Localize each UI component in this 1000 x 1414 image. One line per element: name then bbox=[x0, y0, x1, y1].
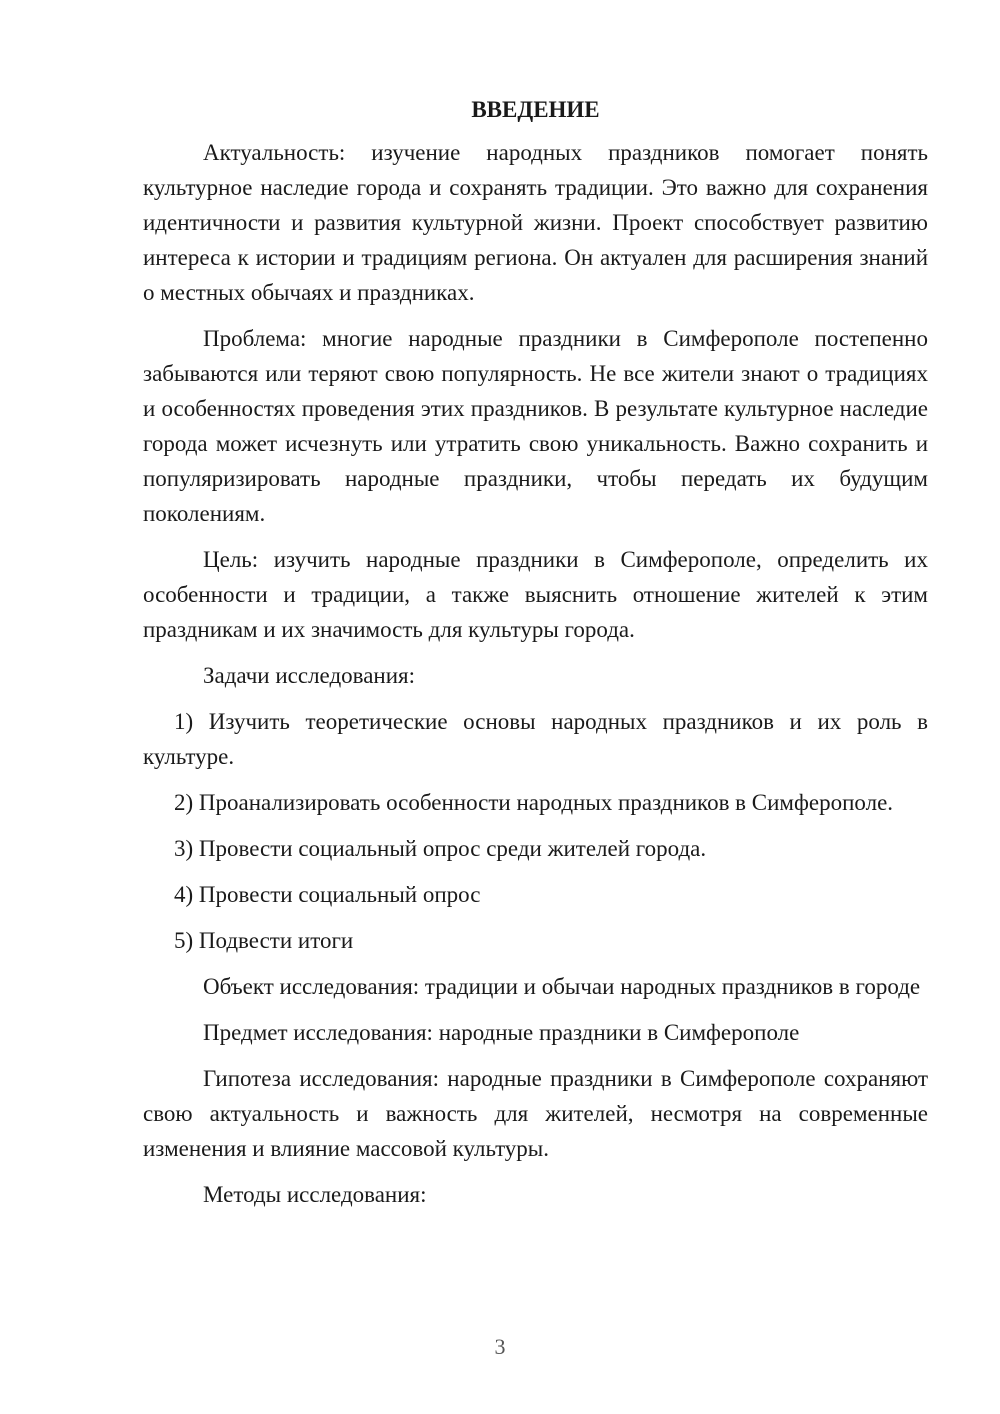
page-body bbox=[143, 92, 928, 1223]
page-title: ВВЕДЕНИЕ bbox=[471, 97, 600, 122]
relevance-paragraph: Актуальность: изучение народных праздников помогает понять культурное наследие города и сохранять традиции. Это важно для сохранения идентичности и развития культурной жизни. Проект способствует развитию интереса к истории и традициям региона. Он актуален для расширения знаний о местных обычаях и праздниках. bbox=[143, 140, 928, 305]
object-paragraph: Объект исследования: традиции и обычаи народных праздников в городе bbox=[203, 974, 921, 999]
task-item-1: 1) Изучить теоретические основы народных праздников и их роль в культуре. bbox=[143, 709, 928, 769]
subject-paragraph: Предмет исследования: народные праздники в Симферополе bbox=[203, 1020, 800, 1045]
page-number: 3 bbox=[494, 1334, 506, 1359]
task-item-3: 3) Провести социальный опрос среди жителей города. bbox=[174, 836, 707, 861]
problem-paragraph: Проблема: многие народные праздники в Симферополе постепенно забываются или теряют свою популярность. Не все жители знают о традициях и особенностях проведения этих праздников. В результате культурное наследие города может исчезнуть или утратить свою уникальность. Важно сохранить и популяризировать народные праздники, чтобы передать их будущим поколениям. bbox=[143, 326, 928, 526]
goal-paragraph: Цель: изучить народные праздники в Симферополе, определить их особенности и традиции, а также выяснить отношение жителей к этим праздникам и их значимость для культуры города. bbox=[143, 547, 928, 642]
task-item-5: 5) Подвести итоги bbox=[174, 928, 354, 953]
tasks-heading: Задачи исследования: bbox=[203, 663, 416, 688]
task-item-2: 2) Проанализировать особенности народных праздников в Симферополе. bbox=[174, 790, 894, 815]
hypothesis-paragraph: Гипотеза исследования: народные праздники в Симферополе сохраняют свою актуальность и важность для жителей, несмотря на современные изменения и влияние массовой культуры. bbox=[143, 1066, 928, 1161]
task-item-4: 4) Провести социальный опрос bbox=[174, 882, 481, 907]
methods-heading: Методы исследования: bbox=[203, 1182, 427, 1207]
